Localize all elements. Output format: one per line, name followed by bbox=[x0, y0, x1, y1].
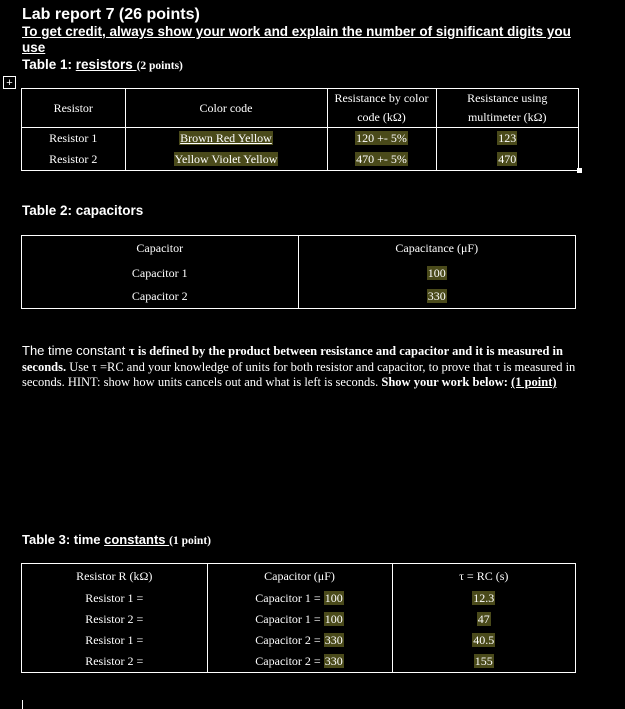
header-resistance-color: Resistance by color code (kΩ) bbox=[327, 89, 436, 128]
text-cursor bbox=[22, 700, 23, 709]
header-capacitor: Capacitor bbox=[22, 236, 298, 261]
cell-tau: 155 bbox=[392, 651, 575, 672]
cell-resistance-multimeter: 470 bbox=[436, 149, 578, 170]
table3-heading: Table 3: time constants (1 point) bbox=[22, 532, 211, 547]
cell-tau: 47 bbox=[392, 609, 575, 630]
table-row bbox=[22, 128, 578, 149]
table-row bbox=[22, 588, 575, 609]
table1 bbox=[21, 88, 579, 171]
cell-resistor: Resistor 1 bbox=[22, 128, 125, 149]
cell-tau: 12.3 bbox=[392, 588, 575, 609]
cell-resistance-multimeter: 123 bbox=[436, 128, 578, 149]
header-resistor-r: Resistor R (kΩ) bbox=[22, 564, 207, 588]
table3-header-row bbox=[22, 564, 575, 588]
instructions-paragraph: The time constant τ is defined by the product between resistance and capacitor and it is measured in seconds. Use τ =RC and your knowledge of units for both resistor and capacitor, to prove that τ is measured in seconds. HINT: show how units cancels out and what is left is seconds. Show your work below: (1 point) bbox=[22, 343, 576, 389]
cell-capacitor: Capacitor 2 bbox=[22, 285, 298, 308]
table2-header-row bbox=[22, 236, 575, 261]
cell-capacitor: Capacitor 1 = 100 bbox=[207, 609, 392, 630]
header-resistance-multimeter: Resistance using multimeter (kΩ) bbox=[436, 89, 578, 128]
cell-capacitance: 330 bbox=[298, 285, 575, 308]
table1-header-row bbox=[22, 89, 578, 128]
table-row bbox=[22, 261, 575, 284]
header-capacitance: Capacitance (μF) bbox=[298, 236, 575, 261]
table-row bbox=[22, 651, 575, 672]
cell-resistance-color: 120 +- 5% bbox=[327, 128, 436, 149]
header-tau: τ = RC (s) bbox=[392, 564, 575, 588]
cell-capacitor: Capacitor 1 bbox=[22, 261, 298, 284]
cell-resistor: Resistor 2 = bbox=[22, 609, 207, 630]
cell-capacitor: Capacitor 1 = 100 bbox=[207, 588, 392, 609]
cell-resistor: Resistor 2 = bbox=[22, 651, 207, 672]
cell-capacitor: Capacitor 2 = 330 bbox=[207, 630, 392, 651]
cell-resistor: Resistor 1 = bbox=[22, 630, 207, 651]
cell-resistor: Resistor 2 bbox=[22, 149, 125, 170]
table2 bbox=[21, 235, 576, 309]
table-row bbox=[22, 609, 575, 630]
instructions-subtitle: To get credit, always show your work and explain the number of significant digits you use bbox=[22, 24, 571, 55]
header-capacitor: Capacitor (μF) bbox=[207, 564, 392, 588]
table3 bbox=[21, 563, 576, 673]
table1-points: (2 points) bbox=[136, 60, 183, 72]
cell-tau: 40.5 bbox=[392, 630, 575, 651]
cell-resistance-color: 470 +- 5% bbox=[327, 149, 436, 170]
header-resistor: Resistor bbox=[22, 89, 125, 128]
table2-heading: Table 2: capacitors bbox=[22, 203, 144, 218]
table1-heading bbox=[22, 57, 183, 72]
table-move-handle-icon[interactable]: + bbox=[3, 76, 16, 89]
cell-capacitance: 100 bbox=[298, 261, 575, 284]
cell-color-code: Yellow Violet Yellow bbox=[125, 149, 327, 170]
cell-color-code: Brown Red Yellow bbox=[125, 128, 327, 149]
header-color-code: Color code bbox=[125, 89, 327, 128]
table1-label-underlined: resistors bbox=[75, 57, 137, 72]
table1-label-prefix: Table 1: bbox=[22, 57, 76, 72]
report-title: Lab report 7 (26 points) bbox=[22, 6, 200, 23]
cell-capacitor: Capacitor 2 = 330 bbox=[207, 651, 392, 672]
table-row bbox=[22, 149, 578, 170]
cell-resistor: Resistor 1 = bbox=[22, 588, 207, 609]
table-row bbox=[22, 630, 575, 651]
table-resize-handle[interactable] bbox=[577, 168, 582, 173]
table-row bbox=[22, 285, 575, 308]
